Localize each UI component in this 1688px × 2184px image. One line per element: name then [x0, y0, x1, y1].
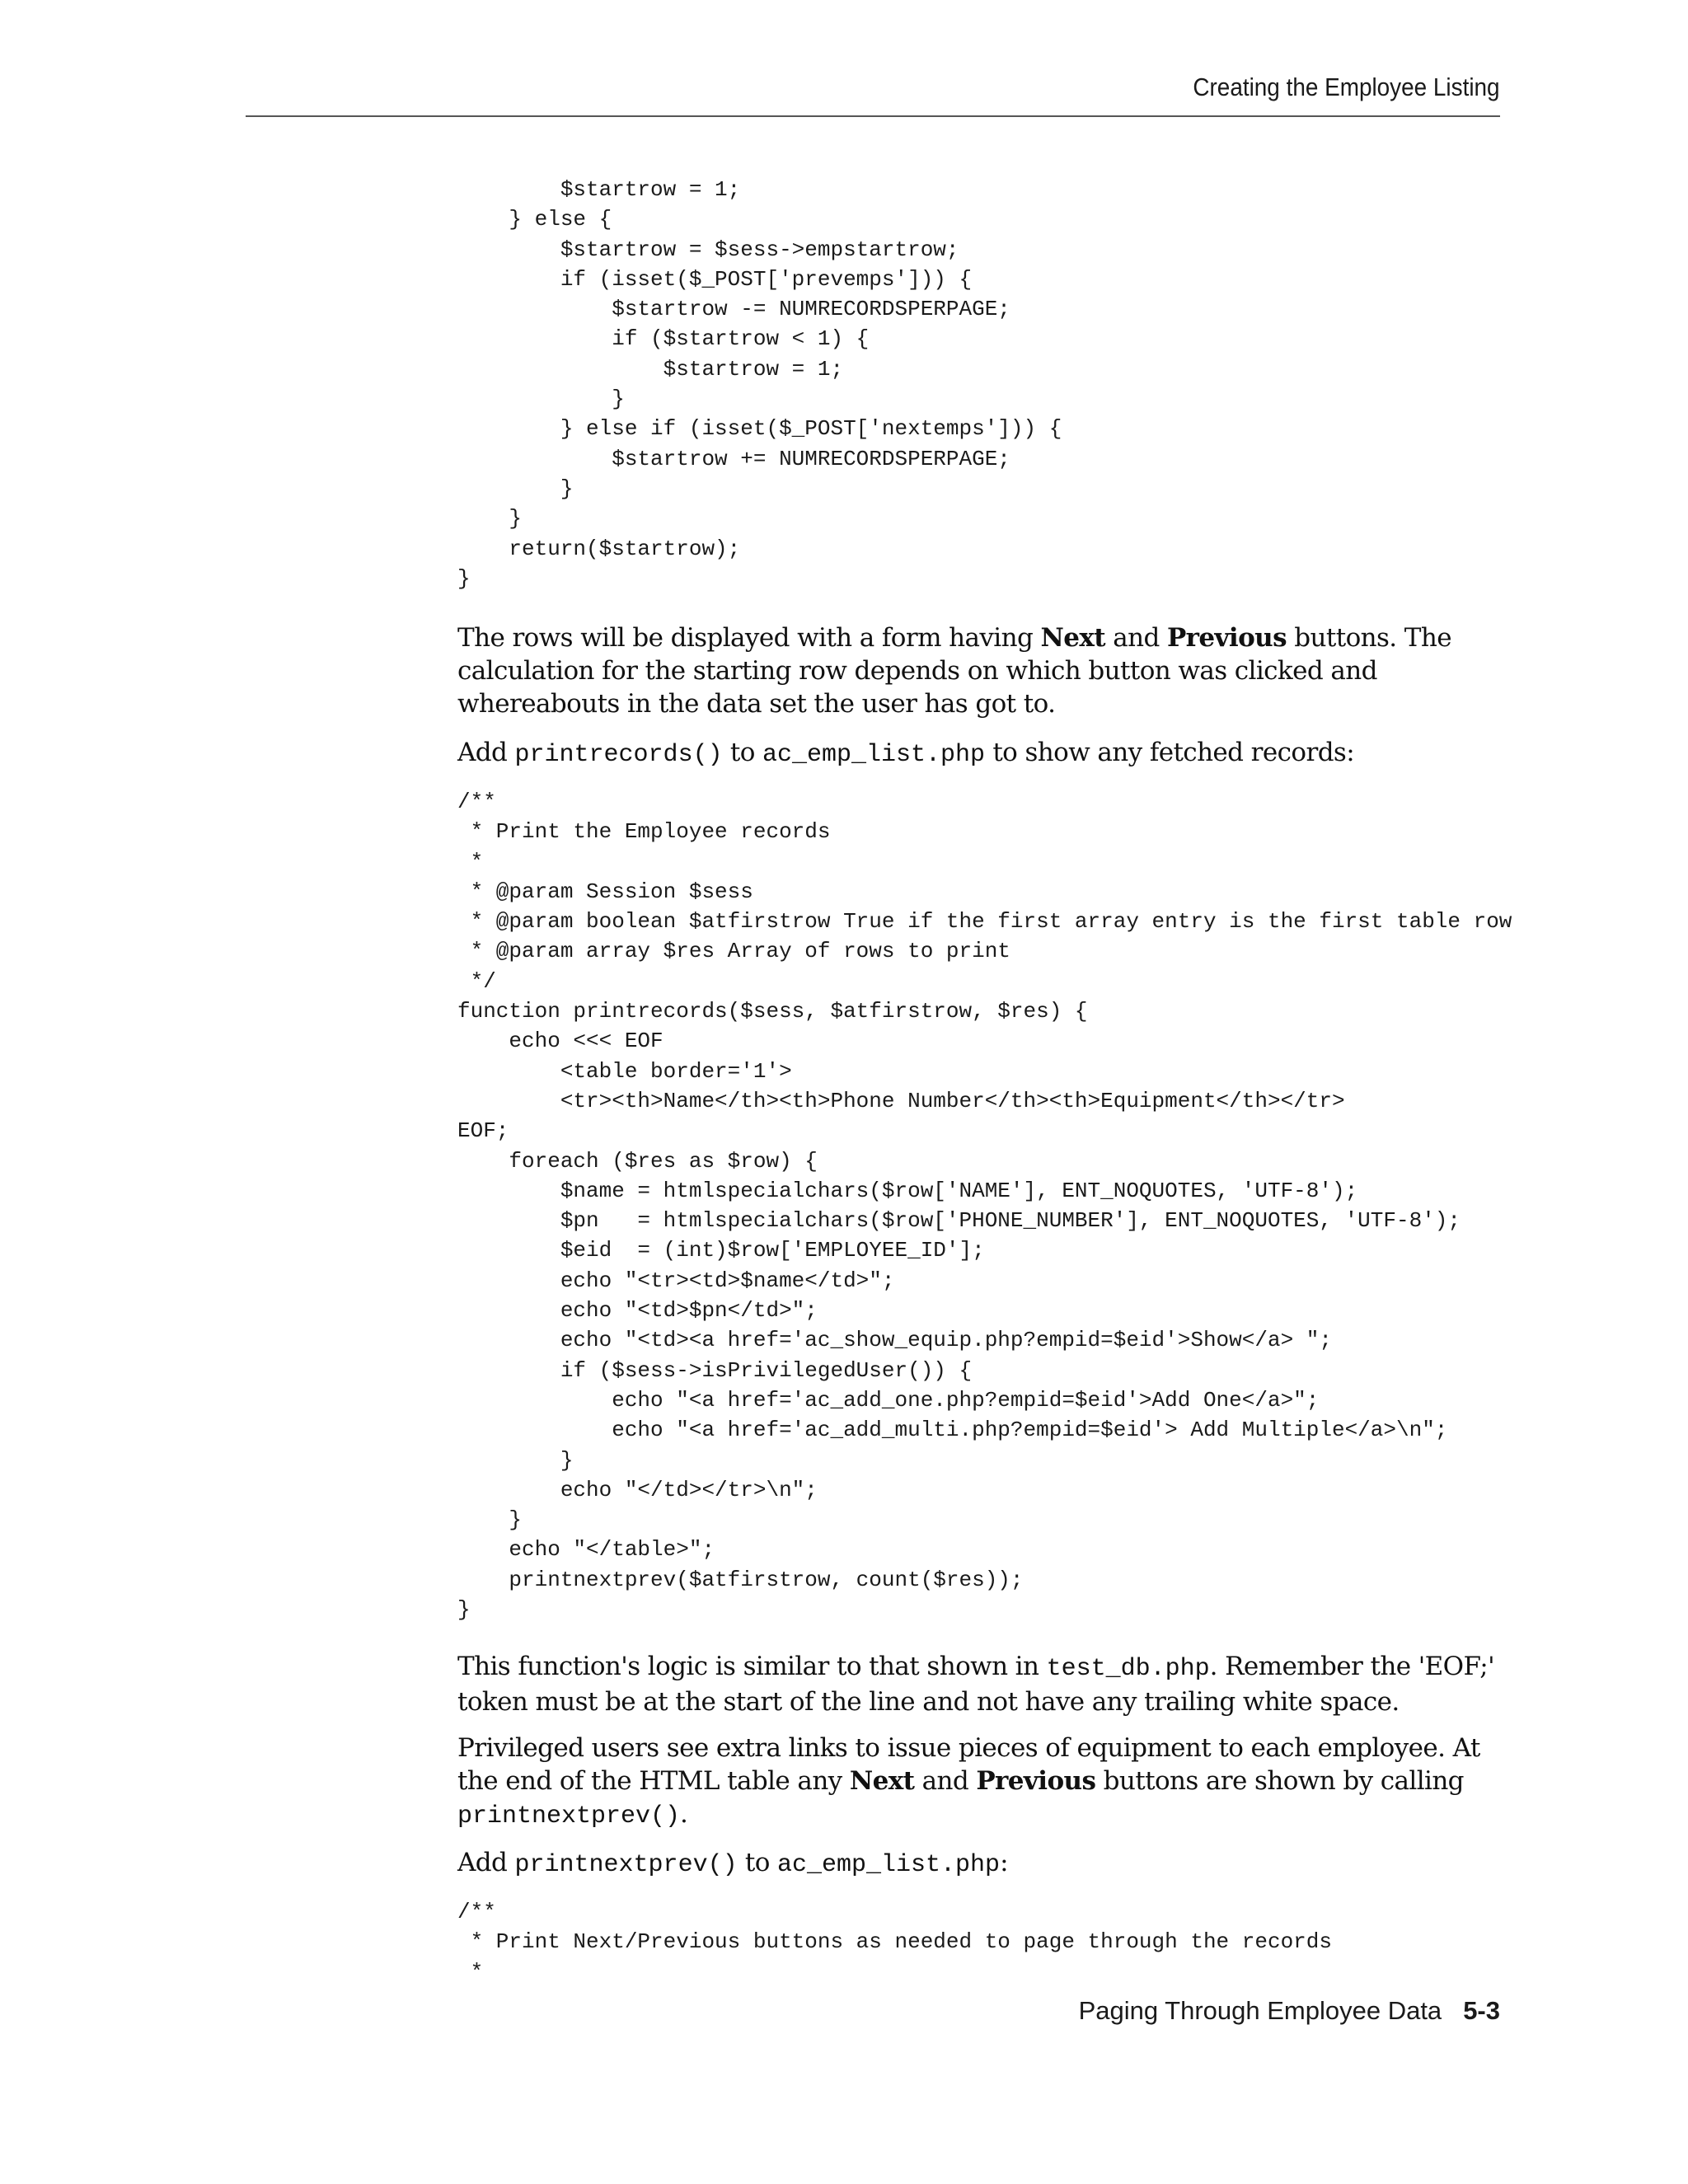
- footer-chapter-title: Paging Through Employee Data: [1078, 1996, 1442, 2025]
- inline-code: printnextprev(): [514, 1851, 738, 1879]
- header-divider: [246, 115, 1500, 117]
- inline-code: test_db.php: [1046, 1655, 1210, 1683]
- text-run: buttons. The calculation for the starting row depends on which button was clicked and whereabouts in the data set the user has got to.: [457, 623, 1451, 719]
- text-run: to: [737, 1848, 778, 1877]
- text-run: Privileged users see extra links to issue pieces of equipment to each employee. At the end of the HTML table any: [457, 1733, 1480, 1796]
- paragraph-add-printrecords: [457, 736, 1521, 771]
- text-run: to: [722, 738, 763, 767]
- text-run: :: [1000, 1848, 1008, 1877]
- bold-previous: Previous: [976, 1766, 1096, 1796]
- paragraph-privileged-users: [457, 1732, 1521, 1833]
- text-run: Add: [457, 1848, 515, 1877]
- bold-previous: Previous: [1166, 623, 1287, 653]
- text-run: The rows will be displayed with a form having: [457, 623, 1041, 653]
- inline-code: printrecords(): [514, 741, 723, 769]
- text-run: .: [680, 1799, 688, 1829]
- paragraph-function-logic: [457, 1650, 1521, 1718]
- paragraph-add-printnextprev: [457, 1846, 1521, 1882]
- bold-next: Next: [849, 1766, 915, 1796]
- text-run: This function's logic is similar to that shown in: [457, 1652, 1047, 1681]
- text-run: buttons are shown by calling: [1095, 1766, 1464, 1796]
- bold-next: Next: [1040, 623, 1105, 653]
- footer-page-number: 5-3: [1463, 1996, 1500, 2025]
- text-run: and: [1104, 623, 1167, 653]
- text-run: . Remember the 'EOF;' token must be at the start of the line and not have any trailing white space.: [457, 1652, 1495, 1717]
- code-block-printnextprev-doc: /** * Print Next/Previous buttons as needed to page through the records *: [457, 1900, 1332, 1985]
- page-footer: [1079, 1996, 1500, 2026]
- code-block-printrecords: /** * Print the Employee records * * @param Session $sess * @param boolean $atfirstrow True if the first array entry is the first table row * @param array $res Array of rows to print */ function printrecords($sess, $atfirstrow, $res) { echo <<< EOF <table border='1'> <tr><th>Name</th><th>Phone Number</th><th>Equipment</th></tr> EOF; foreach ($res as $row) { $name = htmlspecialchars($row['NAME'], ENT_NOQUOTES, 'UTF-8'); $pn = htmlspecialchars($row['PHONE_NUMBER'], ENT_NOQUOTES, 'UTF-8'); $eid = (int)$row['EMPLOYEE_ID']; echo "<tr><td>$name</td>"; echo "<td>$pn</td>"; echo "<td><a href='ac_show_equip.php?empid=$eid'>Show</a> "; if ($sess->isPrivilegedUser()) { echo "<a href='ac_add_one.php?empid=$eid'>Add One</a>"; echo "<a href='ac_add_multi.php?empid=$eid'> Add Multiple</a>\n"; } echo "</td></tr>\n"; } echo "</table>"; printnextprev($atfirstrow, count($res)); }: [457, 790, 1512, 1623]
- inline-code: ac_emp_list.php: [777, 1851, 1001, 1879]
- running-header-title: Creating the Employee Listing: [1193, 73, 1500, 101]
- text-run: Add: [457, 738, 515, 767]
- inline-code: ac_emp_list.php: [762, 741, 986, 769]
- code-block-startrow: $startrow = 1; } else { $startrow = $sess->empstartrow; if (isset($_POST['prevemps'])) { $startrow -= NUMRECORDSPERPAGE; if ($startrow < 1) { $startrow = 1; } } else if (isset($_POST['nextemps'])) { $startrow += NUMRECORDSPERPAGE; } } return($startrow); }: [457, 177, 1062, 591]
- paragraph-rows-display: [457, 621, 1521, 720]
- text-run: to show any fetched records:: [985, 738, 1355, 767]
- inline-code: printnextprev(): [457, 1802, 681, 1830]
- text-run: and: [914, 1766, 977, 1796]
